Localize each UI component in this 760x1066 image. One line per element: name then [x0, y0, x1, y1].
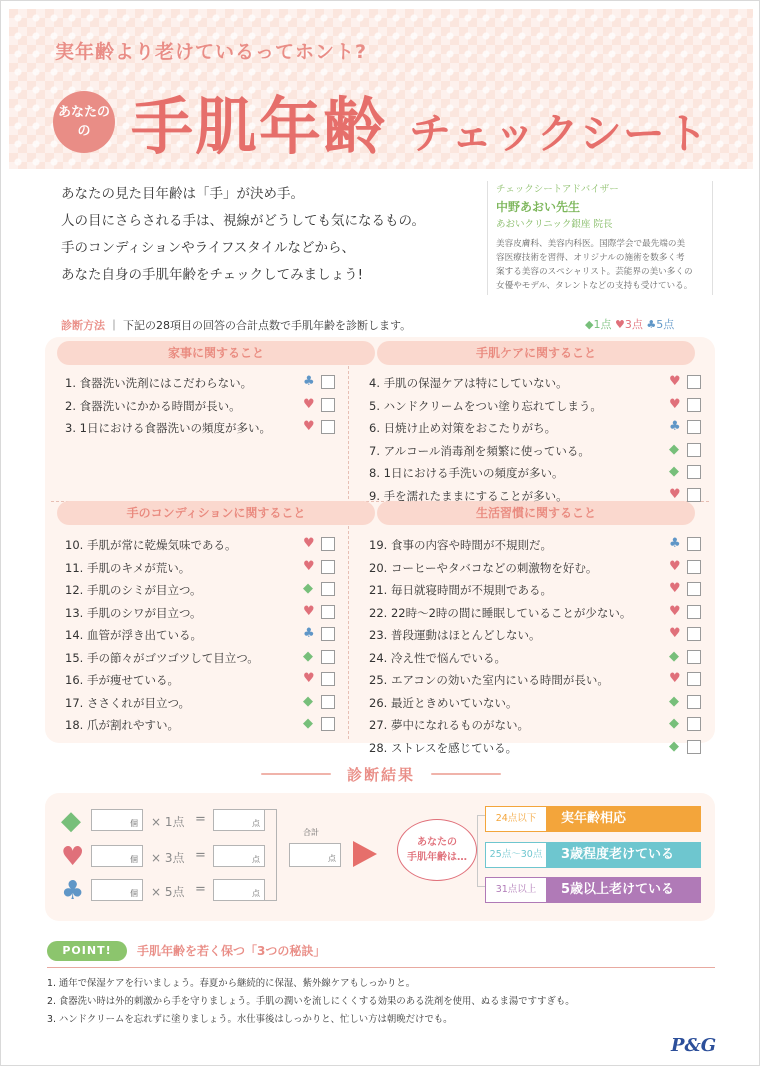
item-text: 23. 普段運動はほとんどしない。 — [369, 628, 541, 642]
arrow-right-icon — [353, 841, 377, 867]
item-text: 6. 日焼け止め対策をおこたりがち。 — [369, 421, 557, 435]
intro-text — [61, 181, 471, 289]
item-text: 13. 手肌のシワが目立つ。 — [65, 605, 202, 620]
diamond-icon: ◆ — [669, 648, 679, 664]
point-divider — [47, 967, 715, 968]
item-text: 18. 爪が割れやすい。 — [65, 718, 179, 732]
item-text: 19. 食事の内容や時間が不規則だ。 — [369, 538, 552, 552]
header-subtitle: 実年齢より老けているってホント? — [55, 41, 368, 63]
item-checkbox[interactable] — [321, 672, 335, 686]
item-checkbox[interactable] — [321, 420, 335, 434]
item-checkbox[interactable] — [321, 695, 335, 709]
equals-sign: = — [195, 848, 206, 863]
result-label: 3歳程度老けている — [547, 842, 701, 868]
item-text: 9. 手を濡れたままにすることが多い。 — [369, 488, 568, 503]
advisor-box — [487, 181, 713, 295]
checklist-item — [369, 648, 703, 668]
diamond-icon: ◆ — [669, 441, 679, 457]
diamond-icon: ◆ — [669, 716, 679, 731]
equals-sign: = — [195, 812, 206, 827]
heart-icon: ♥ — [669, 558, 681, 574]
total-points-field[interactable] — [289, 843, 341, 867]
sum-bracket — [265, 809, 277, 901]
method-line — [61, 317, 411, 333]
title-sub: チェックシート — [409, 109, 709, 158]
checklist-item — [65, 535, 337, 555]
result-range: 25点〜30点 — [485, 842, 547, 868]
heart-icon: ♥ — [303, 419, 315, 434]
item-text: 15. 手の節々がゴツゴツして目立つ。 — [65, 650, 259, 665]
item-text: 20. コーヒーやタバコなどの刺激物を好む。 — [369, 560, 598, 575]
item-checkbox[interactable] — [687, 695, 701, 709]
method-separator: ｜ — [108, 319, 123, 332]
item-checkbox[interactable] — [687, 560, 701, 574]
checklist-item — [369, 625, 703, 645]
badge-line2: の — [77, 124, 91, 139]
header-banner — [9, 9, 753, 169]
item-checkbox[interactable] — [687, 582, 701, 596]
checklist-item — [369, 418, 703, 438]
item-checkbox[interactable] — [321, 398, 335, 412]
item-text: 4. 手肌の保湿ケアは特にしていない。 — [369, 376, 568, 390]
checklist-item — [369, 373, 703, 393]
advisor-desc-line: 案する美容のスペシャリスト。芸能界の美い多くの — [496, 267, 693, 277]
item-text: 7. アルコール消毒剤を頻繁に使っている。 — [369, 443, 590, 458]
point-title: 手肌年齢を若く保つ「3つの秘訣」 — [137, 944, 326, 958]
heart-icon: ♥ — [303, 396, 315, 412]
checklist-item — [369, 603, 703, 623]
checklist-item — [369, 463, 703, 483]
item-text: 8. 1日における手洗いの頻度が多い。 — [369, 466, 564, 480]
advisor-label: チェックシートアドバイザー — [496, 184, 619, 195]
heart-icon: ♥ — [669, 603, 681, 619]
point-badge: POINT! — [47, 941, 127, 961]
checklist-item — [65, 715, 337, 735]
multiplier-3pt: × 3点 — [151, 851, 185, 865]
club-icon: ♣ — [669, 536, 681, 551]
heart-icon: ♥ — [669, 671, 681, 686]
item-text: 28. ストレスを感じている。 — [369, 740, 518, 755]
result-connector — [477, 815, 485, 887]
section-header-hand-condition: 手のコンディションに関すること — [57, 501, 375, 525]
club-icon: ♣ — [303, 626, 315, 641]
item-checkbox[interactable] — [321, 537, 335, 551]
item-checkbox[interactable] — [321, 717, 335, 731]
heart-icon: ♥ — [303, 603, 315, 619]
intro-line: 人の目にさらされる手は、視線がどうしても気になるもの。 — [61, 213, 425, 229]
checklist-item — [369, 738, 703, 758]
result-row-1 — [485, 806, 701, 832]
checklist-item — [65, 670, 337, 690]
result-range: 31点以上 — [485, 877, 547, 903]
item-checkbox[interactable] — [687, 627, 701, 641]
checklist-item — [369, 441, 703, 461]
diamond-points-field[interactable] — [213, 809, 265, 831]
equals-sign: = — [195, 882, 206, 897]
checklist-item — [65, 648, 337, 668]
result-range: 24点以下 — [485, 806, 547, 832]
score-legend — [585, 316, 674, 332]
checklist-item — [369, 715, 703, 735]
results-title: 診断結果 — [346, 766, 415, 784]
diamond-icon: ◆ — [303, 581, 313, 596]
bubble-line2: 手肌年齢は… — [407, 852, 467, 863]
diamond-icon: ◆ — [669, 693, 679, 709]
club-count-field[interactable] — [91, 879, 143, 901]
club-icon: ♣ — [303, 374, 315, 389]
item-checkbox[interactable] — [687, 465, 701, 479]
legend-diamond: ◆1点 — [585, 318, 612, 331]
checklist-item — [65, 580, 337, 600]
item-text: 1. 食器洗い洗剤にはこだわらない。 — [65, 376, 253, 390]
club-icon: ♣ — [669, 419, 681, 434]
checklist-item — [65, 603, 337, 623]
method-text: 下記の28項目の回答の合計点数で手肌年齢を診断します。 — [123, 319, 412, 332]
item-text: 26. 最近ときめいていない。 — [369, 695, 518, 710]
advisor-desc-line: 美容皮膚科、美容内科医。国際学会で最先端の美 — [496, 239, 686, 249]
tip-line: 3. ハンドクリームを忘れずに塗りましょう。水仕事後はしっかりと、忙しい方は朝晩だけでも。 — [47, 1014, 453, 1025]
advisor-desc-line: 容医療技術を習得、オリジナルの施術を数多く考 — [496, 253, 685, 263]
diamond-icon: ◆ — [61, 806, 81, 836]
club-icon: ♣ — [61, 876, 85, 906]
checklist-item — [65, 558, 337, 578]
item-checkbox[interactable] — [687, 605, 701, 619]
item-text: 10. 手肌が常に乾燥気味である。 — [65, 538, 237, 552]
item-checkbox[interactable] — [687, 672, 701, 686]
right-flourish — [431, 773, 501, 775]
tip-line: 2. 食器洗い時は外的刺激から手を守りましょう。手肌の潤いを流しにくくする効果のある洗剤を使用、ぬるま湯ですすぎも。 — [47, 996, 575, 1007]
total-label: 合計 — [303, 828, 319, 837]
legend-club: ♣5点 — [646, 318, 675, 331]
tip-line: 1. 通年で保湿ケアを行いましょう。春夏から継続的に保湿、紫外線ケアもしっかりと。 — [47, 978, 416, 989]
result-row-3 — [485, 877, 701, 903]
item-text: 25. エアコンの効いた室内にいる時間が長い。 — [369, 673, 609, 687]
checklist-item — [369, 558, 703, 578]
heart-icon: ♥ — [303, 536, 315, 551]
item-checkbox[interactable] — [687, 375, 701, 389]
results-title-block — [261, 761, 501, 787]
diamond-icon: ◆ — [669, 464, 679, 479]
intro-line: 手のコンディションやライフスタイルなどから、 — [61, 240, 356, 256]
item-text: 5. ハンドクリームをつい塗り忘れてしまう。 — [369, 398, 602, 413]
points-unit: 点 — [252, 819, 260, 828]
result-label: 実年齢相応 — [547, 806, 701, 832]
total-unit: 点 — [328, 854, 336, 863]
checklist-item — [369, 670, 703, 690]
heart-icon: ♥ — [669, 581, 681, 596]
heart-icon: ♥ — [669, 486, 681, 502]
item-checkbox[interactable] — [321, 375, 335, 389]
anata-no-badge — [53, 91, 115, 153]
point-tips — [47, 975, 737, 1029]
item-checkbox[interactable] — [321, 627, 335, 641]
heart-count-field[interactable] — [91, 845, 143, 867]
item-text: 12. 手肌のシミが目立つ。 — [65, 583, 202, 597]
section-header-hand-care: 手肌ケアに関すること — [377, 341, 695, 365]
item-checkbox[interactable] — [687, 537, 701, 551]
item-text: 24. 冷え性で悩んでいる。 — [369, 650, 506, 665]
count-unit: 個 — [130, 855, 138, 864]
count-unit: 個 — [130, 819, 138, 828]
item-text: 2. 食器洗いにかかる時間が長い。 — [65, 398, 241, 413]
checklist-item — [65, 625, 337, 645]
method-label: 診断方法 — [61, 319, 105, 332]
item-text: 17. ささくれが目立つ。 — [65, 695, 190, 710]
heart-icon: ♥ — [61, 842, 85, 872]
item-checkbox[interactable] — [687, 717, 701, 731]
advisor-description — [496, 237, 704, 293]
badge-line1: あなたの — [57, 105, 110, 120]
item-text: 3. 1日における食器洗いの頻度が多い。 — [65, 421, 271, 435]
pg-logo: P&G — [671, 1035, 717, 1056]
heart-points-field[interactable] — [213, 845, 265, 867]
section-header-housework: 家事に関すること — [57, 341, 375, 365]
intro-line: あなたの見た目年齢は「手」が決め手。 — [61, 186, 304, 202]
checklist-item — [369, 396, 703, 416]
checklist-item — [65, 396, 337, 416]
checklist-item — [369, 693, 703, 713]
heart-icon: ♥ — [303, 558, 315, 574]
diamond-count-field[interactable] — [91, 809, 143, 831]
item-checkbox[interactable] — [321, 582, 335, 596]
item-checkbox[interactable] — [321, 560, 335, 574]
item-text: 27. 夢中になれるものがない。 — [369, 718, 529, 732]
points-unit: 点 — [252, 855, 260, 864]
diamond-icon: ◆ — [303, 716, 313, 731]
item-checkbox[interactable] — [687, 740, 701, 754]
title-main: 手肌年齢 — [131, 90, 388, 163]
checklist-item — [369, 580, 703, 600]
multiplier-5pt: × 5点 — [151, 885, 185, 899]
item-checkbox[interactable] — [687, 488, 701, 502]
checklist-item — [65, 693, 337, 713]
intro-line: あなた自身の手肌年齢をチェックしてみましょう! — [61, 267, 364, 283]
hand-age-bubble — [397, 819, 477, 881]
legend-heart: ♥3点 — [614, 318, 643, 331]
diamond-icon: ◆ — [303, 648, 313, 664]
item-text: 11. 手肌のキメが荒い。 — [65, 560, 191, 575]
club-points-field[interactable] — [213, 879, 265, 901]
item-checkbox[interactable] — [321, 650, 335, 664]
diamond-icon: ◆ — [303, 693, 313, 709]
item-checkbox[interactable] — [687, 398, 701, 412]
heart-icon: ♥ — [669, 396, 681, 412]
count-unit: 個 — [130, 889, 138, 898]
diamond-icon: ◆ — [669, 738, 679, 754]
item-checkbox[interactable] — [687, 420, 701, 434]
points-unit: 点 — [252, 889, 260, 898]
multiplier-1pt: × 1点 — [151, 815, 185, 829]
item-text: 14. 血管が浮き出ている。 — [65, 628, 202, 642]
checklist-item — [369, 535, 703, 555]
item-text: 16. 手が痩せている。 — [65, 673, 179, 687]
result-label: 5歳以上老けている — [547, 877, 701, 903]
heart-icon: ♥ — [669, 626, 681, 641]
item-text: 21. 毎日就寝時間が不規則である。 — [369, 583, 552, 597]
checklist-item — [369, 486, 703, 506]
section-header-lifestyle: 生活習慣に関すること — [377, 501, 695, 525]
heart-icon: ♥ — [669, 374, 681, 389]
advisor-affiliation: あおいクリニック銀座 院長 — [496, 219, 613, 230]
checklist-item — [65, 418, 337, 438]
item-text: 22. 22時～2時の間に睡眠していることが少ない。 — [369, 605, 632, 620]
item-checkbox[interactable] — [687, 443, 701, 457]
item-checkbox[interactable] — [687, 650, 701, 664]
advisor-desc-line: 女優やモデル、タレントなどの支持も受けている。 — [496, 281, 693, 291]
item-checkbox[interactable] — [321, 605, 335, 619]
heart-icon: ♥ — [303, 671, 315, 686]
checklist-vertical-divider — [348, 341, 349, 739]
result-row-2 — [485, 842, 701, 868]
bubble-line1: あなたの — [417, 837, 457, 848]
left-flourish — [261, 773, 331, 775]
checklist-item — [65, 373, 337, 393]
advisor-name: 中野あおい先生 — [496, 200, 581, 214]
